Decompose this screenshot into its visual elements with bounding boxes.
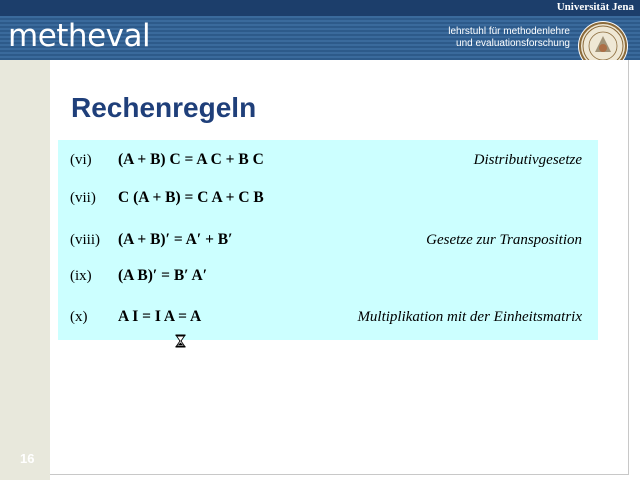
rule-number: (viii)	[70, 232, 100, 248]
chair-name	[420, 26, 570, 50]
university-name: Universität Jena	[556, 1, 634, 13]
metheval-logo: metheval	[8, 18, 151, 54]
rule-formula: (A + B) C = A C + B C	[118, 151, 264, 168]
slide-sidebar	[0, 60, 50, 480]
top-bar	[0, 0, 640, 16]
slide-title: Rechenregeln	[71, 92, 257, 123]
rule-note: Gesetze zur Transposition	[426, 232, 582, 248]
rule-row	[58, 264, 598, 288]
rule-formula: (A + B)′ = A′ + B′	[118, 231, 233, 248]
rule-row	[58, 228, 598, 252]
rule-note: Distributivgesetze	[473, 152, 582, 168]
slide-bottom-border	[50, 474, 629, 475]
rule-row	[58, 148, 598, 172]
slide-right-border	[628, 60, 629, 475]
rules-box	[58, 140, 598, 340]
rule-note: Multiplikation mit der Einheitsmatrix	[357, 309, 582, 325]
hourglass-cursor-icon	[175, 334, 186, 348]
rule-row	[58, 305, 598, 329]
rule-formula: A I = I A = A	[118, 308, 202, 325]
rule-number: (x)	[70, 309, 88, 325]
rule-row	[58, 186, 598, 210]
rule-formula: (A B)′ = B′ A′	[118, 267, 208, 284]
chair-name-line1: lehrstuhl für methodenlehre	[448, 26, 570, 37]
page-number: 16	[20, 451, 35, 466]
rule-formula: C (A + B) = C A + C B	[118, 189, 264, 206]
rule-number: (vi)	[70, 152, 92, 168]
rule-number: (vii)	[70, 190, 96, 206]
rule-number: (ix)	[70, 268, 92, 284]
chair-name-line2: und evaluationsforschung	[456, 38, 570, 49]
header-banner	[0, 16, 640, 60]
